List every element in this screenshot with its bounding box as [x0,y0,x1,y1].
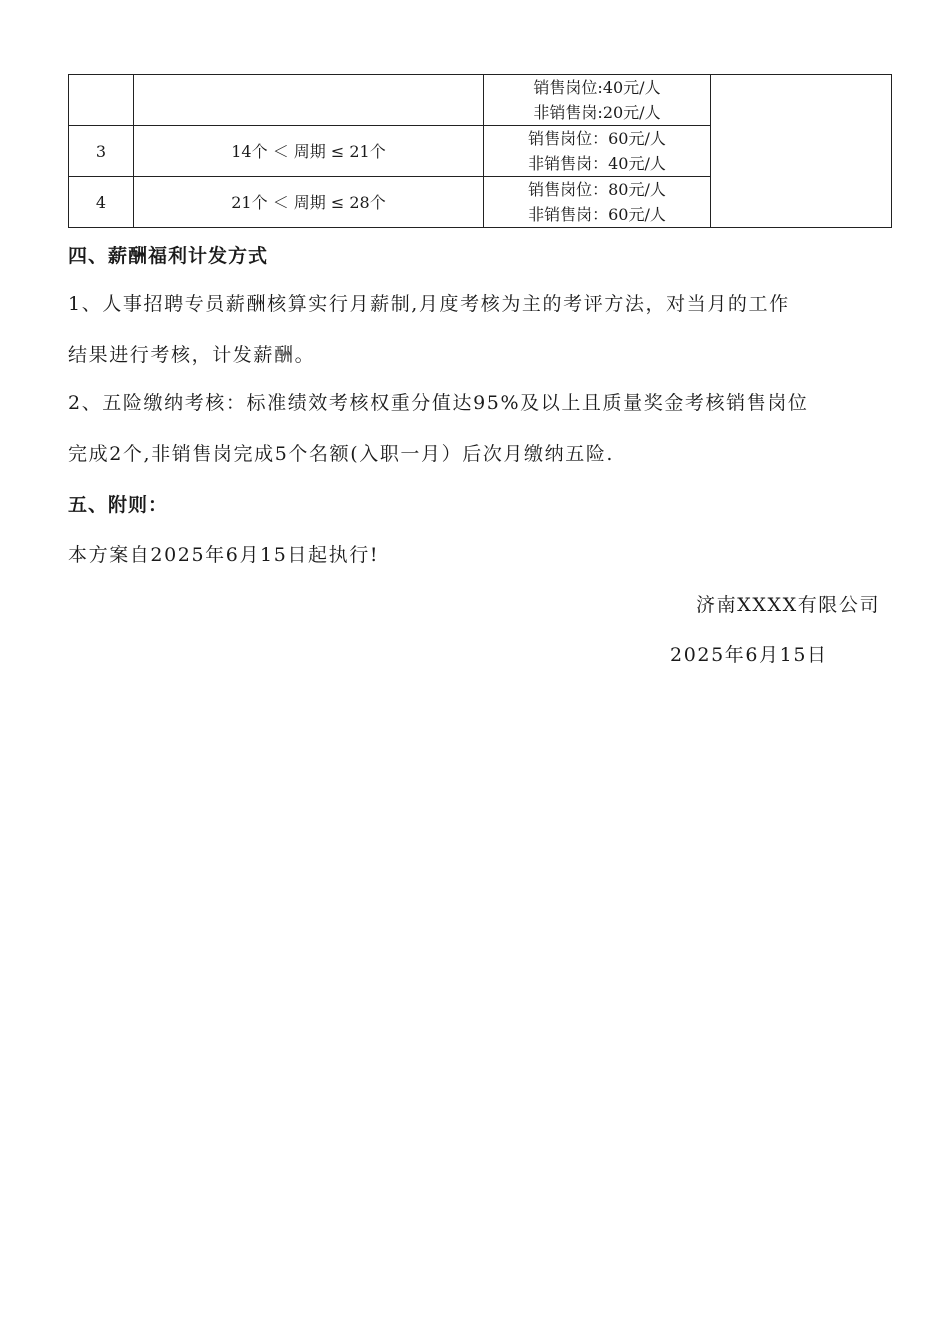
amount-cell [484,177,711,228]
sales-amount: 销售岗位：80元/人 [528,180,666,199]
section-4-heading: 四、薪酬福利计发方式 [68,245,269,267]
period-cell: 21个 ＜ 周期 ≤ 28个 [134,177,484,228]
reward-table [68,74,892,228]
row-index-cell: 4 [69,177,134,228]
period-cell: 14个 ＜ 周期 ≤ 21个 [134,126,484,177]
row-index-cell: 3 [69,126,134,177]
paragraph-line: 结果进行考核，计发薪酬。 [68,344,316,366]
sales-amount: 销售岗位：60元/人 [528,129,666,148]
non-sales-amount: 非销售岗：60元/人 [528,205,666,224]
non-sales-amount: 非销售岗：40元/人 [528,154,666,173]
section-5-heading: 五、附则： [68,494,169,516]
section-4-item-1 [68,279,888,381]
signature-date: 2025年6月15日 [670,644,828,666]
remarks-cell [711,75,892,228]
sales-amount: 销售岗位:40元/人 [533,78,661,97]
paragraph-line: 完成2个,非销售岗完成5个名额(入职一月）后次月缴纳五险. [68,443,615,465]
company-signature: 济南XXXX有限公司 [696,594,881,616]
paragraph-line: 1、人事招聘专员薪酬核算实行月薪制,月度考核为主的考评方法，对当月的工作 [68,293,790,315]
non-sales-amount: 非销售岗:20元/人 [533,103,661,122]
table-row [69,75,892,126]
amount-cell [484,126,711,177]
row-index-cell [69,75,134,126]
period-cell [134,75,484,126]
effective-date-text: 本方案自2025年6月15日起执行! [68,544,380,566]
section-4-item-2 [68,378,888,480]
amount-cell [484,75,711,126]
paragraph-line: 2、五险缴纳考核：标准绩效考核权重分值达95%及以上且质量奖金考核销售岗位 [68,392,809,414]
